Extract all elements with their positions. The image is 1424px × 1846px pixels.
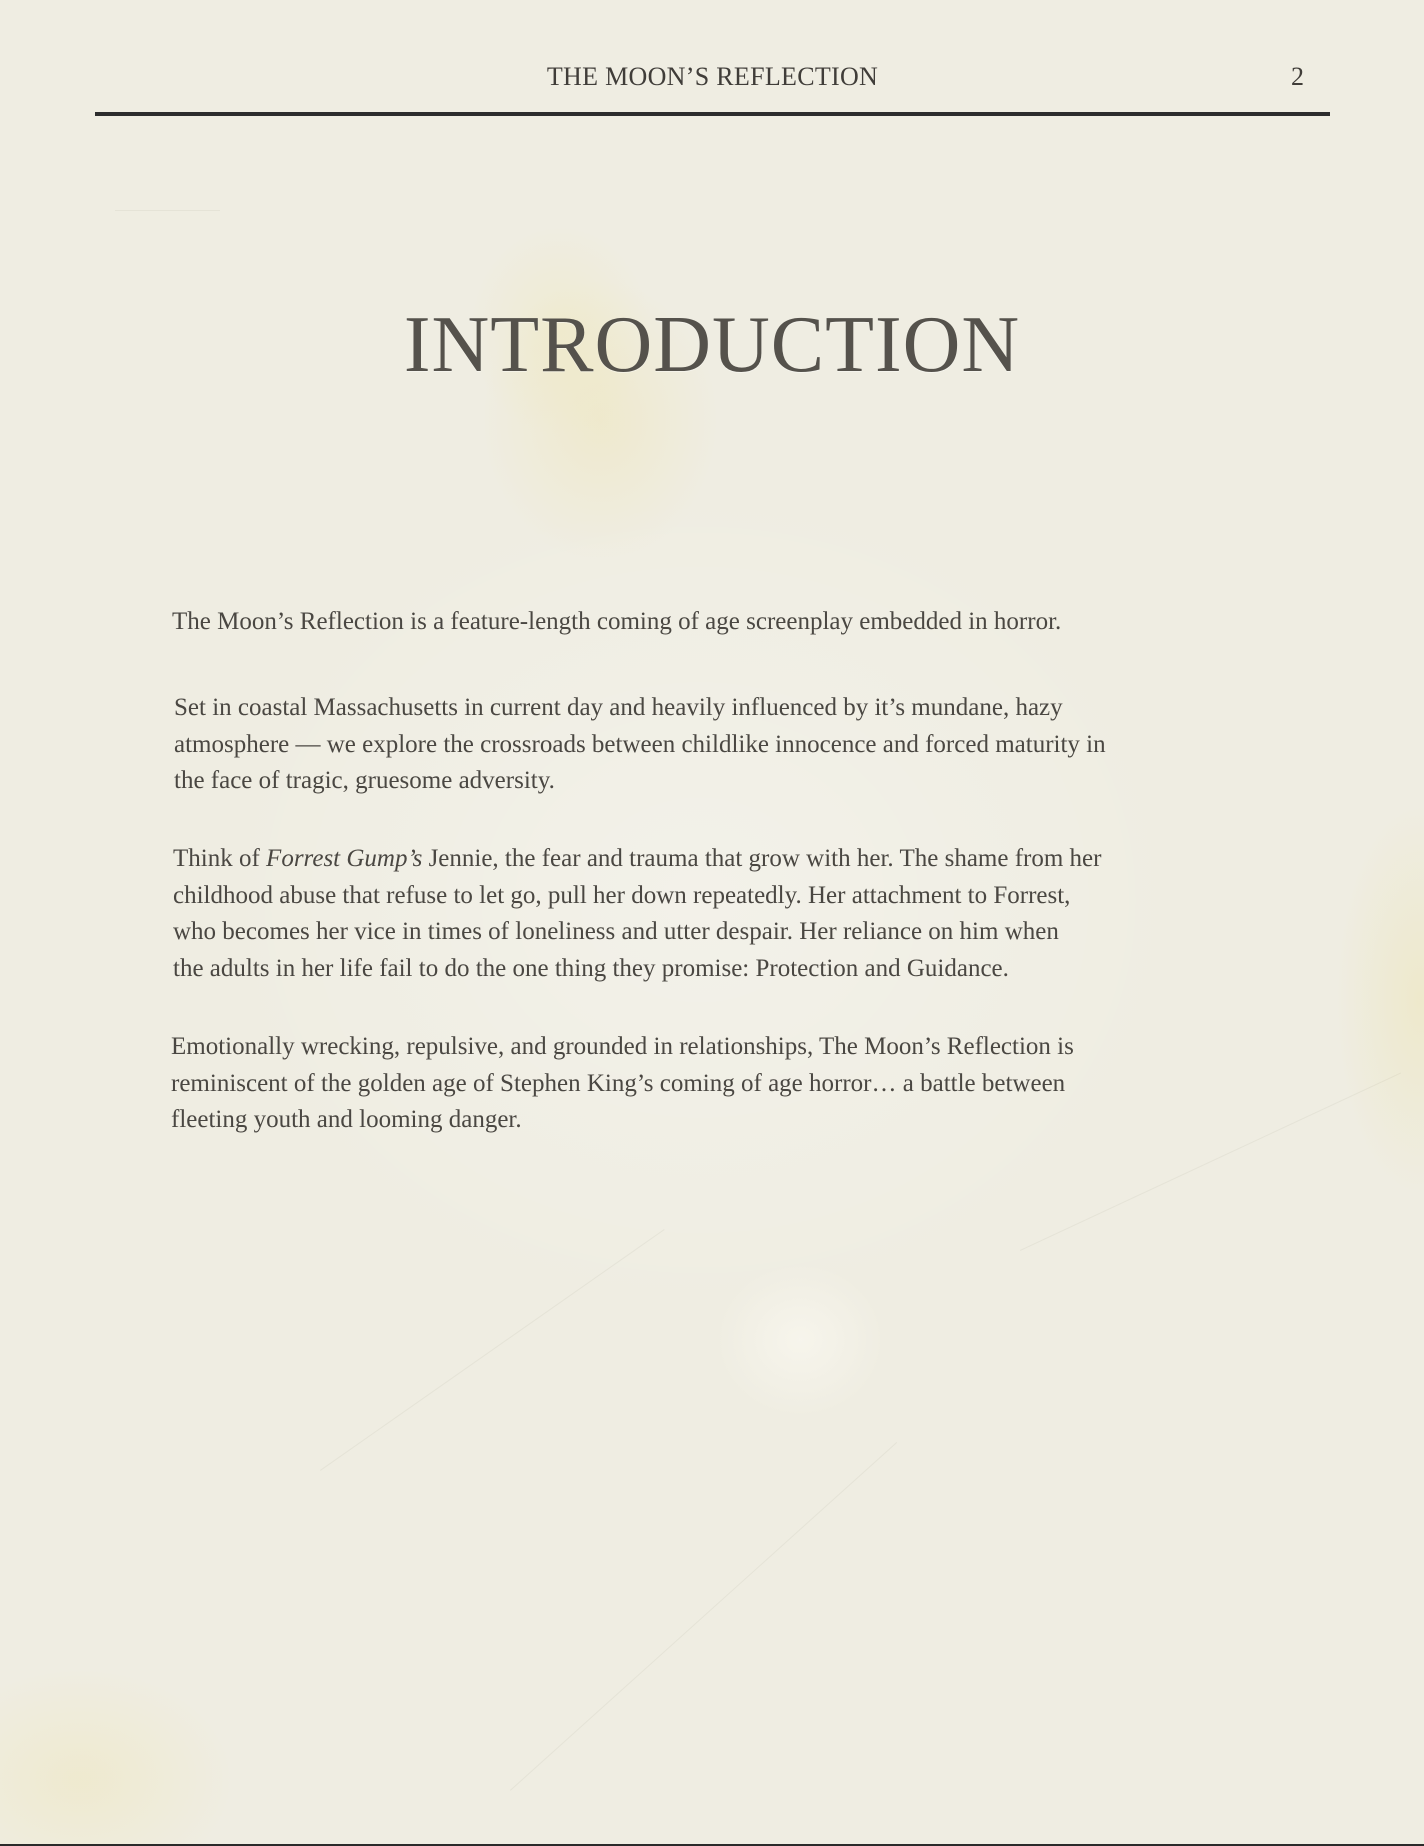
intro-paragraph-1: The Moon’s Reflection is a feature-length coming of age screenplay embedded in horror. — [172, 608, 1062, 635]
intro-paragraph-4: Emotionally wrecking, repulsive, and grounded in relationships, The Moon’s Reflection is reminiscent of the golden age of Stephen King’s coming of age horror… a battle between fleeting youth and looming danger. — [171, 1033, 1074, 1133]
paragraph-3-lead: Think of — [173, 845, 267, 872]
paragraph-3-body: Jennie, the fear and trauma that grow with her. The shame from her childhood abuse that refuse to let go, pull her down repeatedly. Her attachment to Forrest, who becomes her vice in times of loneliness and utter despair. Her reliance on him when the adults in her life fail to do the one thing they promise: Protection and Guidance. — [173, 845, 1102, 982]
film-title-italic: Forrest Gump’s — [266, 845, 423, 872]
running-header-title: THE MOON’S REFLECTION — [546, 62, 879, 91]
intro-paragraph-2: Set in coastal Massachusetts in current day and heavily influenced by it’s mundane, hazy atmosphere — we explore the crossroads between childlike innocence and forced maturity in the face of tragic, gruesome adversity. — [174, 694, 1106, 794]
page-number: 2 — [1291, 62, 1304, 91]
paper-scratch — [115, 210, 220, 211]
intro-paragraph-3 — [173, 841, 1193, 987]
paper-scratch — [320, 1229, 665, 1471]
running-header — [95, 58, 1330, 118]
chapter-title: INTRODUCTION — [403, 301, 1021, 389]
header-rule — [95, 112, 1330, 116]
paper-scratch — [510, 1442, 897, 1791]
